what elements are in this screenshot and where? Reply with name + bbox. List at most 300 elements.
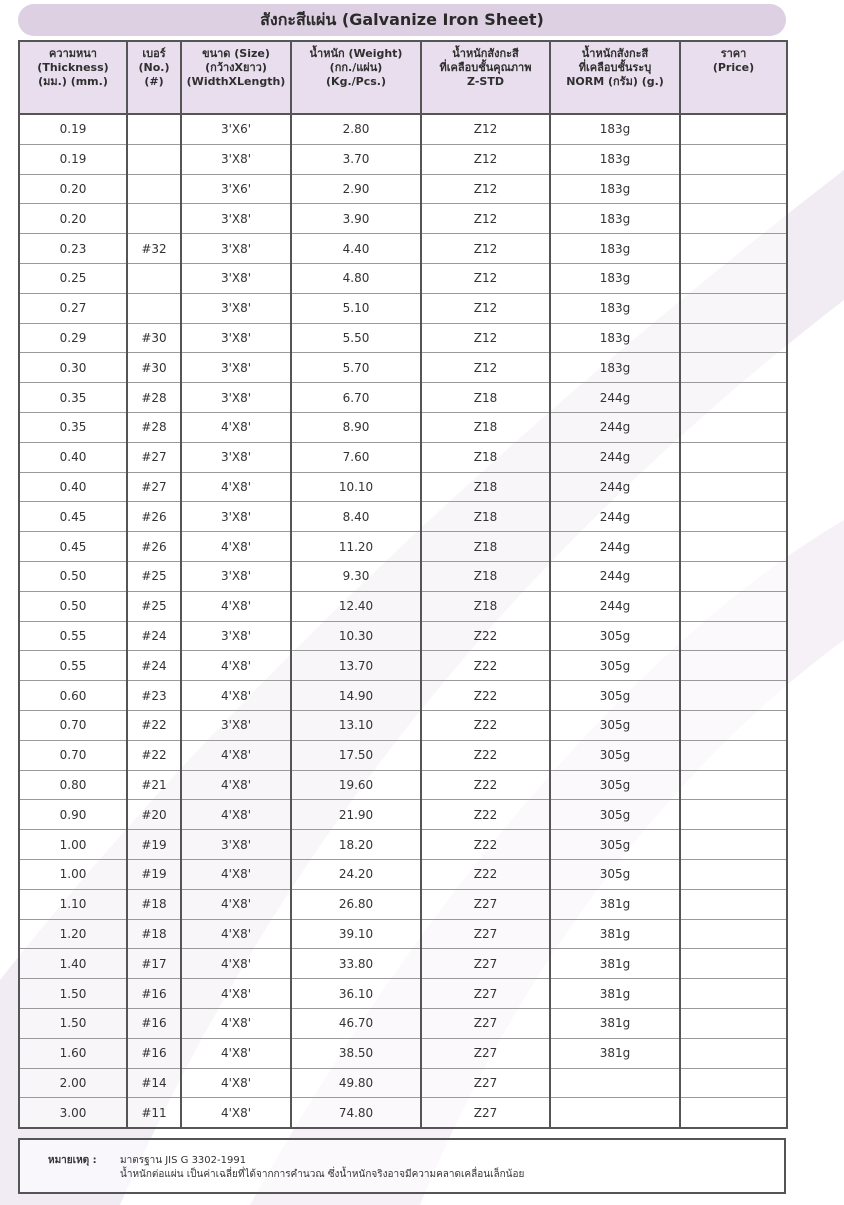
cell-price bbox=[680, 234, 787, 264]
cell-zinc-norm: 244g bbox=[550, 561, 680, 591]
cell-zinc-norm: 244g bbox=[550, 383, 680, 413]
cell-zinc-norm: 183g bbox=[550, 144, 680, 174]
cell-number: #28 bbox=[127, 383, 181, 413]
cell-size: 3'X6' bbox=[181, 174, 291, 204]
cell-weight: 33.80 bbox=[291, 949, 421, 979]
header-size-line: (WidthXLength) bbox=[186, 75, 286, 88]
cell-zinc-norm: 381g bbox=[550, 1038, 680, 1068]
cell-thickness: 1.00 bbox=[19, 830, 127, 860]
header-zinc-norm bbox=[550, 41, 680, 114]
cell-weight: 18.20 bbox=[291, 830, 421, 860]
cell-thickness: 0.20 bbox=[19, 204, 127, 234]
cell-zinc-norm: 244g bbox=[550, 502, 680, 532]
cell-weight: 5.10 bbox=[291, 293, 421, 323]
cell-weight: 5.50 bbox=[291, 323, 421, 353]
cell-size: 4'X8' bbox=[181, 770, 291, 800]
header-thickness-line: ความหนา bbox=[49, 47, 97, 60]
cell-size: 3'X8' bbox=[181, 621, 291, 651]
cell-size: 3'X8' bbox=[181, 263, 291, 293]
cell-size: 3'X8' bbox=[181, 323, 291, 353]
table-row bbox=[19, 889, 787, 919]
cell-thickness: 0.40 bbox=[19, 472, 127, 502]
cell-zinc-norm: 183g bbox=[550, 263, 680, 293]
cell-zinc-std: Z22 bbox=[421, 830, 550, 860]
table-row bbox=[19, 472, 787, 502]
table-row bbox=[19, 353, 787, 383]
cell-weight: 13.10 bbox=[291, 710, 421, 740]
cell-zinc-std: Z18 bbox=[421, 442, 550, 472]
header-zinc-std-line: Z-STD bbox=[467, 75, 504, 88]
cell-thickness: 0.45 bbox=[19, 532, 127, 562]
header-thickness bbox=[19, 41, 127, 114]
header-weight bbox=[291, 41, 421, 114]
table-row bbox=[19, 919, 787, 949]
cell-number: #21 bbox=[127, 770, 181, 800]
cell-size: 3'X6' bbox=[181, 114, 291, 144]
header-price-line: ราคา bbox=[720, 47, 747, 60]
cell-zinc-norm: 183g bbox=[550, 323, 680, 353]
cell-price bbox=[680, 710, 787, 740]
cell-weight: 3.90 bbox=[291, 204, 421, 234]
cell-zinc-norm: 381g bbox=[550, 919, 680, 949]
header-zinc-std bbox=[421, 41, 550, 114]
table-row bbox=[19, 1038, 787, 1068]
cell-thickness: 1.20 bbox=[19, 919, 127, 949]
cell-weight: 9.30 bbox=[291, 561, 421, 591]
cell-size: 4'X8' bbox=[181, 919, 291, 949]
table-row bbox=[19, 859, 787, 889]
cell-zinc-std: Z18 bbox=[421, 412, 550, 442]
cell-price bbox=[680, 144, 787, 174]
cell-thickness: 1.40 bbox=[19, 949, 127, 979]
cell-weight: 24.20 bbox=[291, 859, 421, 889]
table-row bbox=[19, 204, 787, 234]
cell-zinc-norm: 305g bbox=[550, 770, 680, 800]
table-row bbox=[19, 383, 787, 413]
cell-thickness: 0.19 bbox=[19, 144, 127, 174]
cell-size: 3'X8' bbox=[181, 502, 291, 532]
cell-zinc-std: Z27 bbox=[421, 1068, 550, 1098]
cell-weight: 10.30 bbox=[291, 621, 421, 651]
cell-zinc-std: Z27 bbox=[421, 919, 550, 949]
cell-number: #27 bbox=[127, 442, 181, 472]
cell-zinc-std: Z12 bbox=[421, 353, 550, 383]
cell-zinc-std: Z27 bbox=[421, 949, 550, 979]
cell-zinc-std: Z22 bbox=[421, 859, 550, 889]
cell-zinc-std: Z18 bbox=[421, 472, 550, 502]
cell-price bbox=[680, 859, 787, 889]
cell-zinc-std: Z12 bbox=[421, 174, 550, 204]
cell-thickness: 1.50 bbox=[19, 1008, 127, 1038]
cell-price bbox=[680, 621, 787, 651]
cell-size: 3'X8' bbox=[181, 383, 291, 413]
table-row bbox=[19, 830, 787, 860]
cell-zinc-std: Z12 bbox=[421, 114, 550, 144]
cell-thickness: 1.00 bbox=[19, 859, 127, 889]
table-row bbox=[19, 770, 787, 800]
cell-weight: 8.40 bbox=[291, 502, 421, 532]
cell-zinc-norm: 244g bbox=[550, 591, 680, 621]
cell-weight: 4.40 bbox=[291, 234, 421, 264]
cell-size: 3'X8' bbox=[181, 353, 291, 383]
cell-price bbox=[680, 800, 787, 830]
cell-zinc-norm: 305g bbox=[550, 681, 680, 711]
cell-weight: 7.60 bbox=[291, 442, 421, 472]
cell-zinc-norm: 183g bbox=[550, 293, 680, 323]
cell-number: #14 bbox=[127, 1068, 181, 1098]
cell-zinc-std: Z22 bbox=[421, 681, 550, 711]
cell-size: 3'X8' bbox=[181, 204, 291, 234]
cell-price bbox=[680, 114, 787, 144]
cell-zinc-norm bbox=[550, 1068, 680, 1098]
cell-zinc-norm: 305g bbox=[550, 859, 680, 889]
cell-zinc-norm: 183g bbox=[550, 174, 680, 204]
cell-zinc-std: Z12 bbox=[421, 204, 550, 234]
cell-zinc-std: Z12 bbox=[421, 234, 550, 264]
cell-thickness: 0.70 bbox=[19, 710, 127, 740]
cell-price bbox=[680, 1068, 787, 1098]
table-row bbox=[19, 532, 787, 562]
header-weight-line: (Kg./Pcs.) bbox=[326, 75, 386, 88]
cell-price bbox=[680, 174, 787, 204]
cell-thickness: 0.35 bbox=[19, 412, 127, 442]
cell-number: #28 bbox=[127, 412, 181, 442]
cell-price bbox=[680, 532, 787, 562]
cell-thickness: 0.20 bbox=[19, 174, 127, 204]
cell-number bbox=[127, 114, 181, 144]
spec-table bbox=[18, 40, 788, 1129]
cell-number: #32 bbox=[127, 234, 181, 264]
cell-number: #30 bbox=[127, 353, 181, 383]
cell-thickness: 0.27 bbox=[19, 293, 127, 323]
cell-size: 4'X8' bbox=[181, 591, 291, 621]
cell-size: 4'X8' bbox=[181, 681, 291, 711]
note-weight-remark: น้ำหนักต่อแผ่น เป็นค่าเฉลี่ยที่ได้จากการคำนวณ ซึ่งน้ำหนักจริงอาจมีความคลาดเคลื่อนเล็กน้อย bbox=[120, 1169, 525, 1180]
cell-zinc-std: Z12 bbox=[421, 323, 550, 353]
cell-number: #18 bbox=[127, 919, 181, 949]
note-label: หมายเหตุ : bbox=[48, 1155, 97, 1166]
cell-zinc-norm: 305g bbox=[550, 651, 680, 681]
header-weight-line: น้ำหนัก (Weight) bbox=[309, 47, 403, 60]
table-row bbox=[19, 293, 787, 323]
cell-zinc-std: Z12 bbox=[421, 144, 550, 174]
cell-zinc-norm: 183g bbox=[550, 114, 680, 144]
cell-size: 3'X8' bbox=[181, 830, 291, 860]
cell-size: 4'X8' bbox=[181, 859, 291, 889]
cell-price bbox=[680, 949, 787, 979]
cell-zinc-std: Z22 bbox=[421, 800, 550, 830]
cell-thickness: 0.30 bbox=[19, 353, 127, 383]
cell-thickness: 0.50 bbox=[19, 591, 127, 621]
table-row bbox=[19, 800, 787, 830]
cell-size: 4'X8' bbox=[181, 412, 291, 442]
note-standard: มาตรฐาน JIS G 3302-1991 bbox=[120, 1155, 247, 1166]
cell-weight: 14.90 bbox=[291, 681, 421, 711]
cell-number: #22 bbox=[127, 710, 181, 740]
cell-weight: 21.90 bbox=[291, 800, 421, 830]
table-row bbox=[19, 412, 787, 442]
cell-number: #25 bbox=[127, 591, 181, 621]
cell-price bbox=[680, 293, 787, 323]
cell-price bbox=[680, 651, 787, 681]
header-zinc-norm-line: NORM (กรัม) (g.) bbox=[566, 75, 664, 88]
cell-price bbox=[680, 442, 787, 472]
cell-price bbox=[680, 412, 787, 442]
cell-thickness: 0.50 bbox=[19, 561, 127, 591]
header-zinc-norm-line: น้ำหนักสังกะสี bbox=[581, 47, 649, 60]
cell-number: #16 bbox=[127, 1008, 181, 1038]
cell-size: 4'X8' bbox=[181, 1068, 291, 1098]
table-row bbox=[19, 144, 787, 174]
cell-zinc-norm: 381g bbox=[550, 1008, 680, 1038]
cell-size: 3'X8' bbox=[181, 710, 291, 740]
header-number-line: (No.) bbox=[138, 61, 170, 74]
cell-thickness: 0.55 bbox=[19, 651, 127, 681]
header-size-line: (กว้างXยาว) bbox=[205, 61, 267, 74]
cell-size: 4'X8' bbox=[181, 532, 291, 562]
cell-zinc-norm: 305g bbox=[550, 740, 680, 770]
cell-price bbox=[680, 323, 787, 353]
table-row bbox=[19, 1068, 787, 1098]
cell-size: 4'X8' bbox=[181, 651, 291, 681]
cell-size: 4'X8' bbox=[181, 1098, 291, 1128]
cell-price bbox=[680, 770, 787, 800]
cell-weight: 10.10 bbox=[291, 472, 421, 502]
cell-size: 4'X8' bbox=[181, 740, 291, 770]
cell-zinc-norm: 381g bbox=[550, 979, 680, 1009]
cell-price bbox=[680, 1038, 787, 1068]
cell-weight: 49.80 bbox=[291, 1068, 421, 1098]
cell-price bbox=[680, 383, 787, 413]
cell-number: #24 bbox=[127, 621, 181, 651]
cell-zinc-std: Z22 bbox=[421, 710, 550, 740]
cell-zinc-norm: 183g bbox=[550, 353, 680, 383]
page-title: สังกะสีแผ่น (Galvanize Iron Sheet) bbox=[18, 4, 786, 36]
cell-price bbox=[680, 353, 787, 383]
cell-price bbox=[680, 1008, 787, 1038]
cell-zinc-norm: 244g bbox=[550, 532, 680, 562]
cell-zinc-norm: 305g bbox=[550, 830, 680, 860]
table-row bbox=[19, 234, 787, 264]
cell-thickness: 0.29 bbox=[19, 323, 127, 353]
cell-thickness: 0.90 bbox=[19, 800, 127, 830]
table-row bbox=[19, 740, 787, 770]
header-price bbox=[680, 41, 787, 114]
table-row bbox=[19, 442, 787, 472]
cell-number: #17 bbox=[127, 949, 181, 979]
cell-number bbox=[127, 293, 181, 323]
cell-price bbox=[680, 830, 787, 860]
cell-weight: 2.80 bbox=[291, 114, 421, 144]
cell-zinc-std: Z12 bbox=[421, 293, 550, 323]
cell-zinc-std: Z18 bbox=[421, 591, 550, 621]
cell-number: #16 bbox=[127, 1038, 181, 1068]
table-row bbox=[19, 323, 787, 353]
cell-thickness: 1.50 bbox=[19, 979, 127, 1009]
cell-thickness: 0.70 bbox=[19, 740, 127, 770]
cell-weight: 46.70 bbox=[291, 1008, 421, 1038]
header-size bbox=[181, 41, 291, 114]
cell-zinc-norm: 244g bbox=[550, 412, 680, 442]
table-row bbox=[19, 1098, 787, 1128]
cell-zinc-std: Z18 bbox=[421, 383, 550, 413]
cell-thickness: 0.55 bbox=[19, 621, 127, 651]
cell-zinc-std: Z27 bbox=[421, 1008, 550, 1038]
cell-price bbox=[680, 919, 787, 949]
cell-zinc-std: Z27 bbox=[421, 1038, 550, 1068]
table-row bbox=[19, 1008, 787, 1038]
cell-zinc-std: Z18 bbox=[421, 561, 550, 591]
cell-number bbox=[127, 144, 181, 174]
cell-price bbox=[680, 502, 787, 532]
note-box bbox=[18, 1138, 786, 1194]
table-header-row bbox=[19, 41, 787, 114]
cell-weight: 38.50 bbox=[291, 1038, 421, 1068]
cell-number: #25 bbox=[127, 561, 181, 591]
cell-zinc-norm: 244g bbox=[550, 442, 680, 472]
cell-zinc-norm: 381g bbox=[550, 949, 680, 979]
table-row bbox=[19, 681, 787, 711]
cell-zinc-norm: 305g bbox=[550, 710, 680, 740]
cell-number: #23 bbox=[127, 681, 181, 711]
cell-weight: 6.70 bbox=[291, 383, 421, 413]
cell-size: 4'X8' bbox=[181, 889, 291, 919]
cell-weight: 5.70 bbox=[291, 353, 421, 383]
table-row bbox=[19, 979, 787, 1009]
cell-zinc-std: Z27 bbox=[421, 979, 550, 1009]
cell-number: #26 bbox=[127, 502, 181, 532]
cell-number: #22 bbox=[127, 740, 181, 770]
cell-number: #11 bbox=[127, 1098, 181, 1128]
header-thickness-line: (Thickness) bbox=[37, 61, 109, 74]
header-number bbox=[127, 41, 181, 114]
cell-size: 3'X8' bbox=[181, 144, 291, 174]
cell-thickness: 3.00 bbox=[19, 1098, 127, 1128]
cell-size: 3'X8' bbox=[181, 234, 291, 264]
cell-weight: 13.70 bbox=[291, 651, 421, 681]
cell-thickness: 1.60 bbox=[19, 1038, 127, 1068]
table-row bbox=[19, 651, 787, 681]
cell-zinc-std: Z22 bbox=[421, 770, 550, 800]
cell-zinc-norm bbox=[550, 1098, 680, 1128]
cell-thickness: 0.23 bbox=[19, 234, 127, 264]
cell-zinc-norm: 305g bbox=[550, 621, 680, 651]
cell-zinc-std: Z27 bbox=[421, 889, 550, 919]
cell-size: 4'X8' bbox=[181, 800, 291, 830]
cell-zinc-std: Z22 bbox=[421, 621, 550, 651]
table-row bbox=[19, 949, 787, 979]
cell-weight: 39.10 bbox=[291, 919, 421, 949]
cell-weight: 2.90 bbox=[291, 174, 421, 204]
cell-price bbox=[680, 1098, 787, 1128]
cell-zinc-std: Z22 bbox=[421, 740, 550, 770]
cell-price bbox=[680, 472, 787, 502]
cell-number bbox=[127, 263, 181, 293]
header-zinc-norm-line: ที่เคลือบชั้นระบุ bbox=[578, 61, 652, 74]
header-zinc-std-line: ที่เคลือบชั้นคุณภาพ bbox=[439, 61, 532, 74]
header-number-line: เบอร์ bbox=[142, 47, 166, 60]
cell-size: 4'X8' bbox=[181, 1008, 291, 1038]
cell-size: 3'X8' bbox=[181, 561, 291, 591]
table-row bbox=[19, 263, 787, 293]
cell-size: 4'X8' bbox=[181, 472, 291, 502]
cell-size: 4'X8' bbox=[181, 1038, 291, 1068]
cell-zinc-std: Z12 bbox=[421, 263, 550, 293]
cell-zinc-norm: 183g bbox=[550, 204, 680, 234]
cell-price bbox=[680, 263, 787, 293]
cell-thickness: 1.10 bbox=[19, 889, 127, 919]
cell-number: #18 bbox=[127, 889, 181, 919]
cell-number bbox=[127, 174, 181, 204]
cell-thickness: 0.45 bbox=[19, 502, 127, 532]
cell-zinc-std: Z27 bbox=[421, 1098, 550, 1128]
header-weight-line: (กก./แผ่น) bbox=[329, 61, 383, 74]
cell-price bbox=[680, 889, 787, 919]
cell-thickness: 2.00 bbox=[19, 1068, 127, 1098]
cell-number: #24 bbox=[127, 651, 181, 681]
cell-zinc-std: Z22 bbox=[421, 651, 550, 681]
cell-price bbox=[680, 561, 787, 591]
cell-weight: 19.60 bbox=[291, 770, 421, 800]
cell-price bbox=[680, 204, 787, 234]
header-size-line: ขนาด (Size) bbox=[202, 47, 270, 60]
cell-weight: 26.80 bbox=[291, 889, 421, 919]
cell-size: 4'X8' bbox=[181, 979, 291, 1009]
cell-price bbox=[680, 681, 787, 711]
cell-thickness: 0.19 bbox=[19, 114, 127, 144]
cell-weight: 11.20 bbox=[291, 532, 421, 562]
cell-price bbox=[680, 591, 787, 621]
cell-price bbox=[680, 979, 787, 1009]
cell-thickness: 0.40 bbox=[19, 442, 127, 472]
cell-zinc-std: Z18 bbox=[421, 532, 550, 562]
table-body bbox=[19, 114, 787, 1128]
table-row bbox=[19, 561, 787, 591]
cell-number bbox=[127, 204, 181, 234]
cell-number: #19 bbox=[127, 859, 181, 889]
table-row bbox=[19, 174, 787, 204]
cell-size: 3'X8' bbox=[181, 293, 291, 323]
cell-number: #19 bbox=[127, 830, 181, 860]
header-price-line: (Price) bbox=[712, 61, 755, 74]
cell-weight: 17.50 bbox=[291, 740, 421, 770]
cell-zinc-norm: 381g bbox=[550, 889, 680, 919]
table-row bbox=[19, 710, 787, 740]
cell-price bbox=[680, 740, 787, 770]
cell-zinc-std: Z18 bbox=[421, 502, 550, 532]
cell-thickness: 0.60 bbox=[19, 681, 127, 711]
cell-weight: 74.80 bbox=[291, 1098, 421, 1128]
cell-zinc-norm: 244g bbox=[550, 472, 680, 502]
cell-zinc-norm: 305g bbox=[550, 800, 680, 830]
cell-number: #20 bbox=[127, 800, 181, 830]
cell-thickness: 0.35 bbox=[19, 383, 127, 413]
header-number-line: (#) bbox=[144, 75, 164, 88]
cell-number: #27 bbox=[127, 472, 181, 502]
cell-weight: 8.90 bbox=[291, 412, 421, 442]
header-zinc-std-line: น้ำหนักสังกะสี bbox=[452, 47, 519, 60]
cell-weight: 3.70 bbox=[291, 144, 421, 174]
cell-number: #16 bbox=[127, 979, 181, 1009]
cell-weight: 12.40 bbox=[291, 591, 421, 621]
cell-thickness: 0.25 bbox=[19, 263, 127, 293]
cell-thickness: 0.80 bbox=[19, 770, 127, 800]
table-row bbox=[19, 591, 787, 621]
cell-number: #30 bbox=[127, 323, 181, 353]
cell-weight: 36.10 bbox=[291, 979, 421, 1009]
cell-number: #26 bbox=[127, 532, 181, 562]
table-row bbox=[19, 502, 787, 532]
